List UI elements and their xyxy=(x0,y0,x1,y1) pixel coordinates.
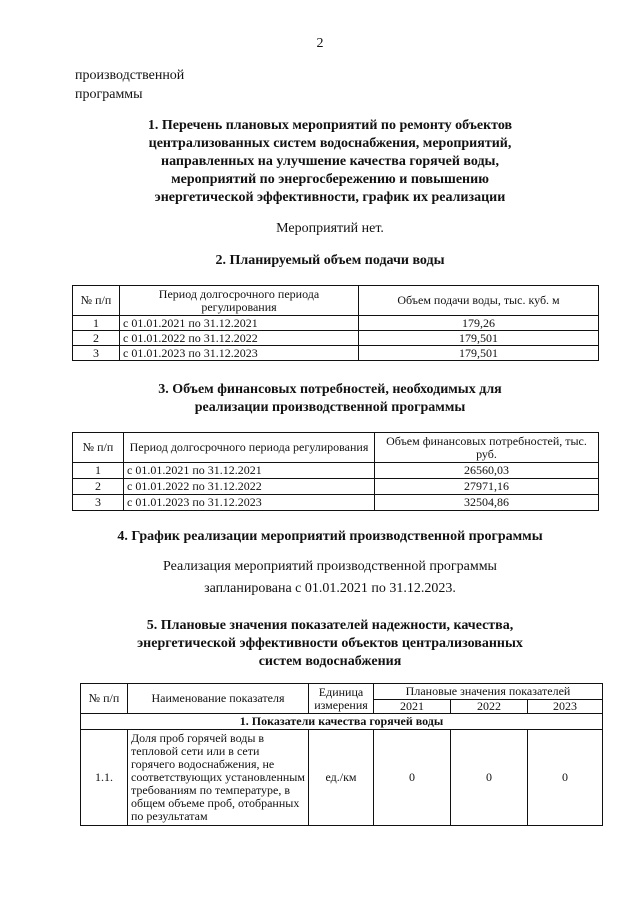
row-period: с 01.01.2022 по 31.12.2022 xyxy=(124,479,375,495)
table-row xyxy=(73,495,599,511)
continuation-line: производственной xyxy=(75,68,185,83)
row-period: с 01.01.2023 по 31.12.2023 xyxy=(120,346,359,361)
group-title: 1. Показатели качества горячей воды xyxy=(81,714,603,730)
header-cell: Период долгосрочного периода регулирования xyxy=(124,433,375,463)
table-row xyxy=(73,479,599,495)
table-row xyxy=(73,316,599,331)
row-number: 3 xyxy=(73,495,124,511)
section-4-title: 4. График реализации мероприятий производственной программы xyxy=(117,529,543,544)
header-cell: № п/п xyxy=(73,286,120,316)
row-amount: 32504,86 xyxy=(375,495,599,511)
header-cell: Период долгосрочного периода регулирования xyxy=(120,286,359,316)
table-row xyxy=(81,730,603,826)
title-line: 3. Объем финансовых потребностей, необходимых для xyxy=(158,382,502,397)
section-3-title xyxy=(60,381,600,417)
continuation-line: программы xyxy=(75,87,143,102)
indicators-table xyxy=(80,683,603,826)
row-unit: ед./км xyxy=(309,730,374,826)
header-planned: Плановые значения показателей xyxy=(374,684,603,700)
row-period: с 01.01.2023 по 31.12.2023 xyxy=(124,495,375,511)
row-number: 1.1. xyxy=(81,730,128,826)
title-line: реализации производственной программы xyxy=(194,400,466,415)
header-year: 2021 xyxy=(374,700,451,714)
title-line: мероприятий по энергосбережению и повышению xyxy=(171,172,489,187)
header-cell: № п/п xyxy=(73,433,124,463)
row-period: с 01.01.2021 по 31.12.2021 xyxy=(124,463,375,479)
title-line: энергетической эффективности объектов централизованных xyxy=(137,636,523,651)
row-number: 3 xyxy=(73,346,120,361)
section-1-text: Мероприятий нет. xyxy=(276,221,384,236)
header-cell: Объем финансовых потребностей, тыс. руб. xyxy=(375,433,599,463)
row-volume: 179,26 xyxy=(359,316,599,331)
row-period: с 01.01.2021 по 31.12.2021 xyxy=(120,316,359,331)
table-header-row xyxy=(81,684,603,700)
table-row xyxy=(73,463,599,479)
row-number: 2 xyxy=(73,331,120,346)
row-value: 0 xyxy=(451,730,528,826)
text-line: Реализация мероприятий производственной программы xyxy=(163,559,497,574)
row-amount: 26560,03 xyxy=(375,463,599,479)
title-line: систем водоснабжения xyxy=(258,654,402,669)
row-value: 0 xyxy=(528,730,603,826)
row-value: 0 xyxy=(374,730,451,826)
title-line: 5. Плановые значения показателей надежности, качества, xyxy=(146,618,514,633)
continuation-text xyxy=(75,66,184,104)
row-volume: 179,501 xyxy=(359,331,599,346)
row-name: Доля проб горячей воды в тепловой сети или в сети горячего водоснабжения, не соответствующих установленным требованиям по температуре, в общем объеме проб, отобранных по результатам xyxy=(128,730,309,826)
section-5-title xyxy=(60,617,600,671)
row-number: 1 xyxy=(73,316,120,331)
header-cell: Объем подачи воды, тыс. куб. м xyxy=(359,286,599,316)
row-period: с 01.01.2022 по 31.12.2022 xyxy=(120,331,359,346)
table-header-row xyxy=(73,286,599,316)
row-number: 1 xyxy=(73,463,124,479)
header-name: Наименование показателя xyxy=(128,684,309,714)
text-line: запланирована с 01.01.2021 по 31.12.2023. xyxy=(204,581,456,596)
section-2-title: 2. Планируемый объем подачи воды xyxy=(215,253,445,268)
table-header-row xyxy=(73,433,599,463)
table-row xyxy=(73,346,599,361)
title-line: направленных на улучшение качества горячей воды, xyxy=(161,154,499,169)
title-line: централизованных систем водоснабжения, мероприятий, xyxy=(148,136,512,151)
page-number: 2 xyxy=(316,36,324,51)
header-year: 2023 xyxy=(528,700,603,714)
header-unit: Единица измерения xyxy=(309,684,374,714)
water-supply-table xyxy=(72,285,599,361)
group-row xyxy=(81,714,603,730)
row-number: 2 xyxy=(73,479,124,495)
header-num: № п/п xyxy=(81,684,128,714)
row-amount: 27971,16 xyxy=(375,479,599,495)
section-1-title xyxy=(60,117,600,207)
section-4-text xyxy=(60,556,600,600)
title-line: 1. Перечень плановых мероприятий по ремонту объектов xyxy=(147,118,513,133)
title-line: энергетической эффективности, график их реализации xyxy=(154,190,506,205)
table-row xyxy=(73,331,599,346)
financial-needs-table xyxy=(72,432,599,511)
row-volume: 179,501 xyxy=(359,346,599,361)
header-year: 2022 xyxy=(451,700,528,714)
